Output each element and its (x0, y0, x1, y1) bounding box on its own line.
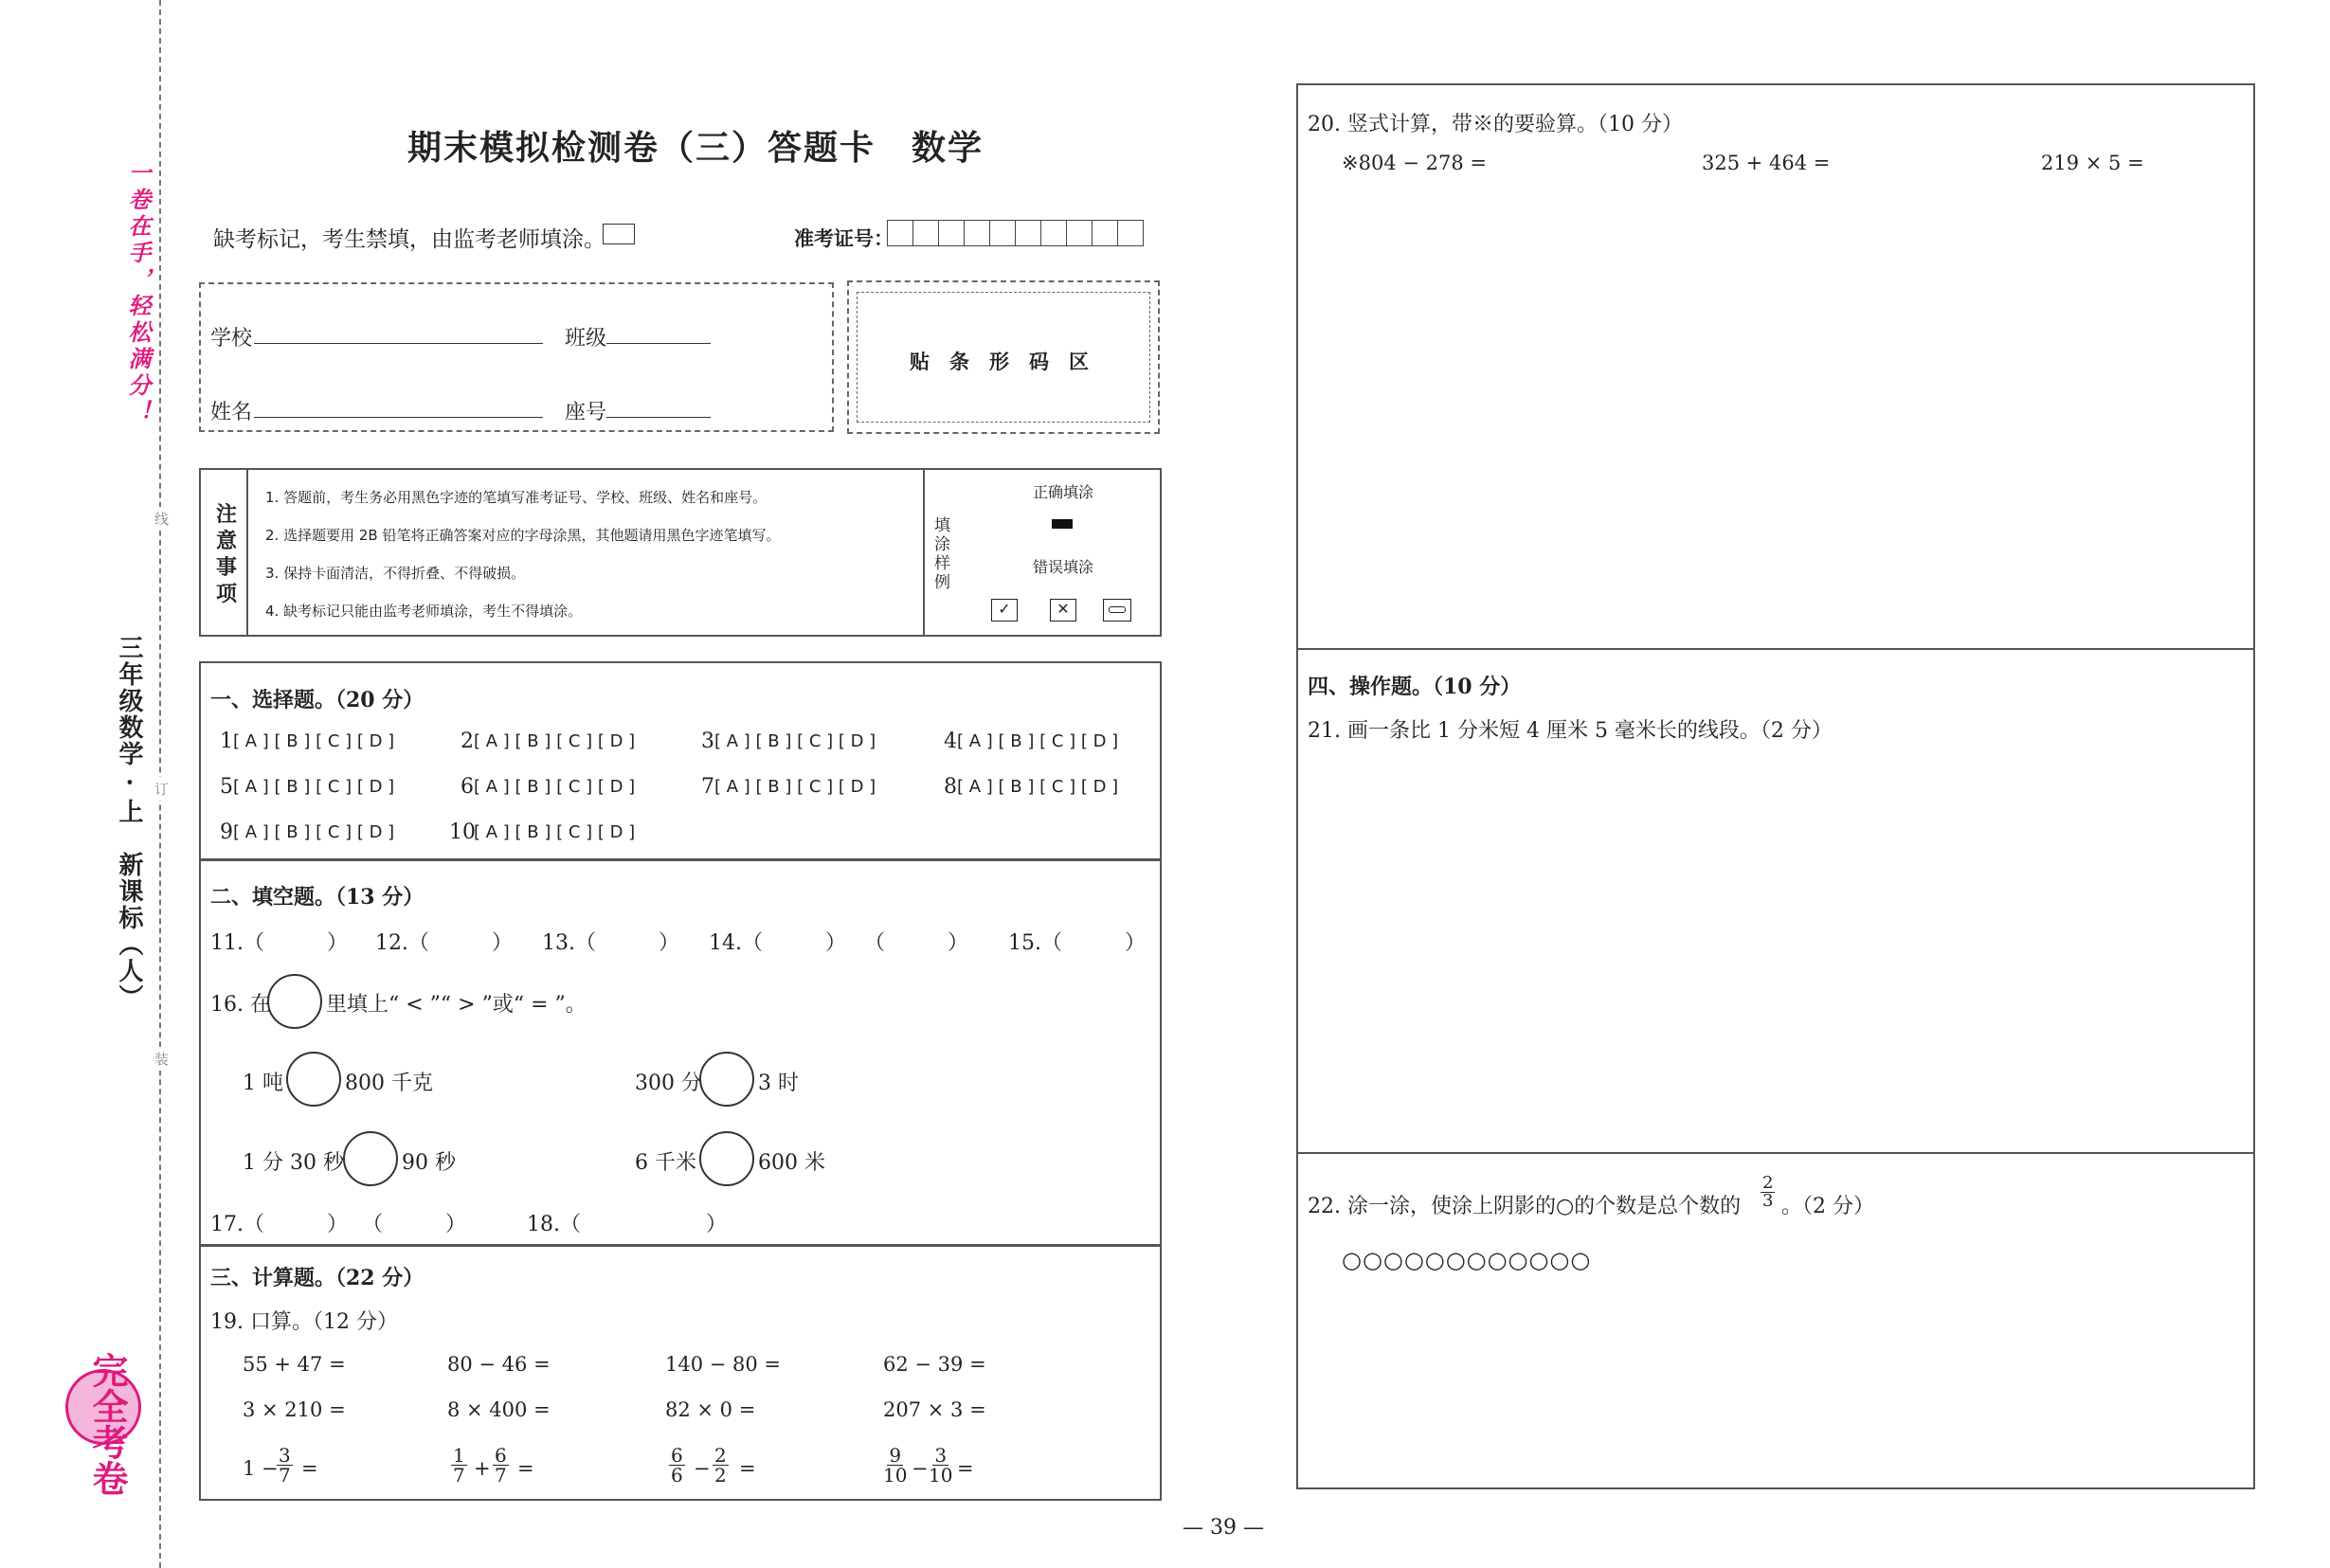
plus: + (474, 1457, 491, 1480)
equals: = (517, 1457, 534, 1480)
class-label: 班级 (565, 327, 607, 351)
equals: = (301, 1457, 318, 1480)
blank-14a[interactable]: 14.（ ） (709, 931, 846, 955)
compare-circle[interactable] (286, 1052, 341, 1107)
section-fill-title: 二、填空题。（13 分） (210, 885, 424, 910)
mark-line: 线 (154, 507, 169, 531)
notice-item: 4. 缺考标记只能由监考老师填涂，考生不得填涂。 (265, 603, 583, 620)
minus: − (694, 1457, 711, 1480)
choice-options[interactable]: [ A ] [ B ] [ C ] [ D ] (714, 731, 876, 751)
choice-num: 3 (701, 730, 714, 753)
equals: = (957, 1457, 974, 1480)
choice-options[interactable]: [ A ] [ B ] [ C ] [ D ] (474, 777, 636, 797)
wrong-fill-label: 错误填涂 (1033, 558, 1094, 576)
section-choice-title: 一、选择题。（20 分） (210, 688, 424, 712)
q21-answer-area[interactable] (1308, 748, 2246, 1137)
oral-calc: 207 × 3 = (883, 1398, 986, 1421)
brand-logo (61, 1350, 146, 1496)
cmp-right: 90 秒 (402, 1151, 456, 1175)
exam-no-label: 准考证号： (794, 226, 894, 250)
cmp-left: 1 分 30 秒 (243, 1151, 344, 1175)
notice-item: 1. 答题前，考生务必用黑色字迹的笔填写准考证号、学校、班级、姓名和座号。 (265, 489, 768, 506)
compare-circle[interactable] (699, 1131, 754, 1186)
choice-num: 5 (220, 775, 233, 799)
absent-note: 缺考标记，考生禁填，由监考老师填涂。 (213, 227, 605, 252)
fraction: $\frac{3}{10}$ (929, 1444, 953, 1487)
blank-15[interactable]: 15.（ ） (1008, 931, 1146, 955)
class-line[interactable] (606, 343, 711, 344)
grade-label: 三年级数学 · 上 新课标（人） (115, 635, 143, 1012)
equals: = (739, 1457, 756, 1480)
minus: − (912, 1457, 929, 1480)
notice-item: 3. 保持卡面清洁，不得折叠、不得破损。 (265, 565, 526, 582)
info-box (199, 282, 834, 432)
cmp-right: 800 千克 (345, 1072, 433, 1095)
seat-line[interactable] (606, 417, 711, 418)
correct-fill-mark (1052, 519, 1073, 529)
oral-calc: 55 + 47 = (243, 1353, 346, 1376)
q22-suffix: 。（2 分） (1781, 1195, 1874, 1218)
choice-options[interactable]: [ A ] [ B ] [ C ] [ D ] (957, 777, 1119, 797)
q16-prefix: 16. 在 (210, 993, 271, 1017)
choice-options[interactable]: [ A ] [ B ] [ C ] [ D ] (233, 777, 395, 797)
cmp-right: 3 时 (758, 1072, 799, 1095)
q20-item: 219 × 5 = (2041, 152, 2144, 174)
blank-11[interactable]: 11.（ ） (210, 931, 348, 955)
barcode-label: 贴 条 形 码 区 (910, 350, 1089, 373)
page-title: 期末模拟检测卷（三）答题卡 数学 (407, 128, 984, 168)
page-number: — 39 — (1183, 1516, 1264, 1540)
school-line[interactable] (254, 343, 543, 344)
cmp-left: 300 分 (635, 1072, 702, 1095)
choice-num: 9 (220, 820, 233, 844)
fraction: $\frac{3}{7}$ (279, 1444, 291, 1487)
choice-num: 2 (461, 730, 474, 753)
absent-checkbox[interactable] (603, 224, 635, 244)
compare-circle (267, 974, 322, 1029)
fill-example-title: 填涂样例 (934, 516, 950, 592)
fraction: $\frac{2}{3}$ (1762, 1173, 1774, 1211)
wrong-mark-check-icon: ✓ (991, 599, 1018, 622)
oral-calc: 8 × 400 = (447, 1398, 551, 1421)
choice-num: 4 (944, 730, 957, 753)
blank-14b[interactable]: （ ） (864, 931, 969, 955)
blank-12[interactable]: 12.（ ） (375, 931, 513, 955)
choice-options[interactable]: [ A ] [ B ] [ C ] [ D ] (714, 777, 876, 797)
oral-calc: 80 − 46 = (447, 1353, 551, 1376)
fraction: $\frac{2}{2}$ (714, 1444, 727, 1487)
wrong-mark-partial-icon (1103, 599, 1131, 622)
fraction: $\frac{6}{6}$ (671, 1444, 683, 1487)
notice-item: 2. 选择题要用 2B 铅笔将正确答案对应的字母涂黑，其他题请用黑色字迹笔填写。 (265, 527, 781, 544)
cmp-right: 600 米 (758, 1151, 825, 1175)
correct-fill-label: 正确填涂 (1033, 483, 1094, 501)
q16-suffix: 里填上“ < ”“ > ”或“ = ”。 (326, 993, 587, 1017)
choice-num: 10 (449, 820, 476, 844)
choice-num: 7 (701, 775, 714, 799)
oral-calc: 82 × 0 = (665, 1398, 756, 1421)
choice-options[interactable]: [ A ] [ B ] [ C ] [ D ] (957, 731, 1119, 751)
q22-circles[interactable]: ○○○○○○○○○○○○ (1342, 1247, 1592, 1273)
seat-label: 座号 (565, 401, 607, 424)
blank-17b[interactable]: （ ） (362, 1213, 467, 1236)
blank-13[interactable]: 13.（ ） (542, 931, 679, 955)
section-operate-title: 四、操作题。（10 分） (1308, 675, 1522, 699)
oral-calc: 62 − 39 = (883, 1353, 986, 1376)
q20-item: ※804 − 278 = (1342, 152, 1487, 174)
name-line[interactable] (254, 417, 543, 418)
slogan: 一卷在手，轻松满分！ (124, 161, 152, 426)
wrong-mark-cross-icon: ✕ (1050, 599, 1076, 622)
mark-ding: 订 (154, 777, 169, 801)
frac-expr-a-lead: 1 − (243, 1457, 279, 1480)
fraction: $\frac{9}{10}$ (883, 1444, 908, 1487)
section-calc-title: 三、计算题。（22 分） (210, 1266, 424, 1290)
brand-text: 完全考卷 (86, 1352, 128, 1496)
choice-options[interactable]: [ A ] [ B ] [ C ] [ D ] (233, 822, 395, 842)
compare-circle[interactable] (343, 1131, 398, 1186)
exam-no-cells[interactable] (887, 220, 1152, 246)
mark-zhuang: 装 (154, 1047, 169, 1071)
q22-prefix: 22. 涂一涂，使涂上阴影的○的个数是总个数的 (1308, 1195, 1742, 1218)
q21-title: 21. 画一条比 1 分米短 4 厘米 5 毫米长的线段。（2 分） (1308, 719, 1833, 743)
choice-num: 8 (944, 775, 957, 799)
fraction: $\frac{1}{7}$ (453, 1444, 465, 1487)
choice-num: 6 (461, 775, 474, 799)
q19-title: 19. 口算。（12 分） (210, 1310, 398, 1334)
choice-options[interactable]: [ A ] [ B ] [ C ] [ D ] (474, 731, 636, 751)
q20-title: 20. 竖式计算，带※的要验算。（10 分） (1308, 113, 1683, 136)
choice-options[interactable]: [ A ] [ B ] [ C ] [ D ] (474, 822, 636, 842)
compare-circle[interactable] (699, 1052, 754, 1107)
choice-num: 1 (220, 730, 233, 753)
blank-17a[interactable]: 17.（ ） (210, 1213, 348, 1236)
school-label: 学校 (210, 327, 253, 351)
section-fill (199, 859, 1162, 1246)
q20-answer-area[interactable] (1308, 189, 2246, 635)
q20-item: 325 + 464 = (1702, 152, 1831, 174)
oral-calc: 3 × 210 = (243, 1398, 346, 1421)
notice-title: 注意事项 (216, 503, 238, 606)
oral-calc: 140 − 80 = (665, 1353, 782, 1376)
blank-18[interactable]: 18.（ ） (527, 1213, 727, 1236)
fraction: $\frac{6}{7}$ (495, 1444, 507, 1487)
cmp-left: 6 千米 (635, 1151, 696, 1175)
name-label: 姓名 (210, 401, 253, 424)
cmp-left: 1 吨 (243, 1072, 283, 1095)
choice-options[interactable]: [ A ] [ B ] [ C ] [ D ] (233, 731, 395, 751)
